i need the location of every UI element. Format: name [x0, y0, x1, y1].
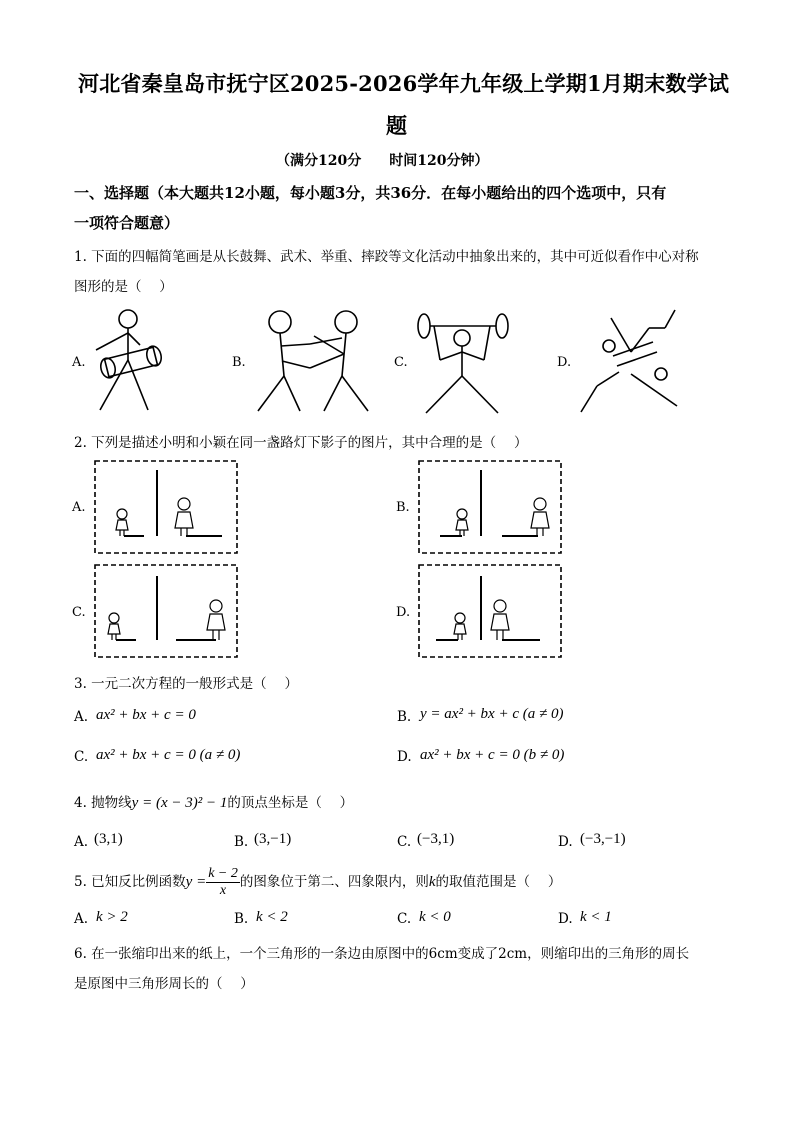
q5-stem-prefix: 5. 已知反比例函数	[74, 874, 186, 890]
q1-option-a-label: A.	[72, 355, 86, 370]
q3-option-a-label: A.	[74, 709, 89, 725]
q1-option-b-label: B.	[232, 355, 246, 370]
q3-option-b: y = ax² + bx + c (a ≠ 0)	[420, 706, 564, 722]
question-4-stem	[74, 791, 353, 812]
q1-figure-c-weightlifting	[414, 308, 514, 418]
q1-figure-b-martial-arts	[250, 306, 380, 416]
q3-option-c: ax² + bx + c = 0 (a ≠ 0)	[96, 747, 241, 763]
q5-option-d: k < 1	[580, 909, 612, 925]
page-title-cont: 题	[386, 113, 408, 138]
q3-option-a: ax² + bx + c = 0	[96, 707, 196, 723]
q5-fraction-denominator: x	[219, 883, 227, 898]
q2-figure-c	[94, 564, 239, 658]
q1-option-c-label: C.	[394, 355, 408, 370]
page-title: 河北省秦皇岛市抚宁区2025-2026学年九年级上学期1月期末数学试	[78, 71, 730, 96]
q2-figure-d	[418, 564, 563, 658]
q2-option-c-label: C.	[72, 605, 86, 620]
q3-option-b-label: B.	[397, 709, 412, 725]
q4-option-a: (3,1)	[94, 831, 123, 847]
q3-option-c-label: C.	[74, 749, 89, 765]
q4-stem-suffix: 的顶点坐标是（ ）	[227, 795, 354, 811]
q2-option-b-label: B.	[396, 500, 410, 515]
q4-option-d: (−3,−1)	[580, 831, 626, 847]
q3-option-d: ax² + bx + c = 0 (b ≠ 0)	[420, 747, 565, 763]
question-3-stem: 3. 一元二次方程的一般形式是（ ）	[74, 676, 298, 692]
question-1-stem: 1. 下面的四幅简笔画是从长鼓舞、武术、举重、摔跤等文化活动中抽象出来的，其中可近似看作中心对称	[74, 249, 699, 265]
q2-figure-b	[418, 460, 563, 554]
question-1-stem-cont: 图形的是（ ）	[74, 279, 173, 295]
q5-fraction-numerator: k − 2	[208, 866, 238, 881]
q1-option-d-label: D.	[557, 355, 572, 370]
q4-option-b-label: B.	[234, 834, 249, 850]
q5-y-equals: y =	[185, 874, 207, 890]
q5-stem-middle: 的图象位于第二、四象限内，则	[239, 874, 429, 890]
q2-option-a-label: A.	[72, 500, 86, 515]
q4-option-c: (−3,1)	[417, 831, 455, 847]
section-heading: 一、选择题（本大题共12小题，每小题3分，共36分．在每小题给出的四个选项中，只有	[74, 184, 667, 202]
q2-option-d-label: D.	[396, 605, 411, 620]
q2-figure-a	[94, 460, 239, 554]
q4-option-d-label: D.	[558, 834, 573, 850]
question-5-stem	[74, 862, 561, 902]
q3-option-d-label: D.	[397, 749, 412, 765]
q4-option-b: (3,−1)	[254, 831, 292, 847]
q5-fraction	[206, 866, 240, 899]
q4-option-a-label: A.	[74, 834, 89, 850]
q4-parabola-formula: y = (x − 3)² − 1	[131, 795, 228, 811]
section-heading-cont: 一项符合题意）	[74, 214, 180, 232]
question-6-stem-cont: 是原图中三角形周长的（ ）	[74, 976, 254, 992]
q1-figure-a-drum-dance	[88, 305, 178, 415]
q5-option-b-label: B.	[234, 911, 249, 927]
q5-k-variable: k	[428, 874, 436, 890]
question-2-stem: 2. 下列是描述小明和小颖在同一盏路灯下影子的图片，其中合理的是（ ）	[74, 435, 528, 451]
question-6-stem: 6. 在一张缩印出来的纸上，一个三角形的一条边由原图中的6cm变成了2cm，则缩印出的三角形的周长	[74, 946, 690, 962]
q5-option-d-label: D.	[558, 911, 573, 927]
q5-option-c: k < 0	[419, 909, 451, 925]
q5-option-c-label: C.	[397, 911, 412, 927]
q5-option-a-label: A.	[74, 911, 89, 927]
q4-option-c-label: C.	[397, 834, 412, 850]
q5-option-a: k > 2	[96, 909, 128, 925]
q5-option-b: k < 2	[256, 909, 288, 925]
exam-meta: （满分120分 时间120分钟）	[276, 153, 489, 169]
q5-stem-suffix: 的取值范围是（ ）	[435, 874, 562, 890]
q4-stem-prefix: 4. 抛物线	[74, 795, 132, 811]
q1-figure-d-wrestling	[575, 306, 695, 416]
